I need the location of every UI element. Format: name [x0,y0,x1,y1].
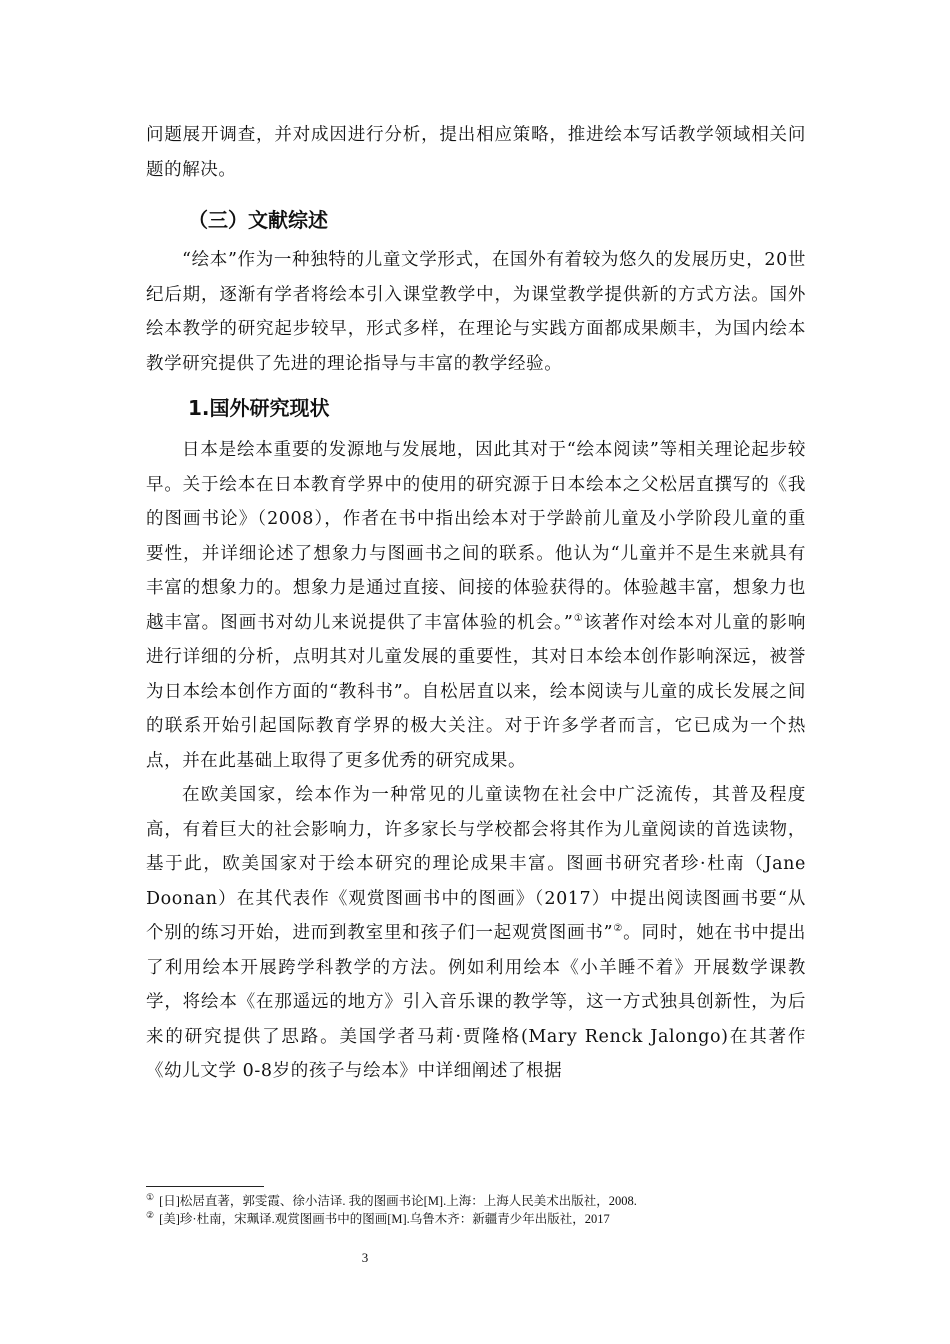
body-text [146,118,806,1089]
subsection-heading: 1.国外研究现状 [188,396,330,420]
footnote-ref-2: ② [613,923,624,935]
paragraph-japan-text-a: 日本是绘本重要的发源地与发展地，因此其对于“绘本阅读”等相关理论起步较早。关于绘本在日本教育学界中的使用的研究源于日本绘本之父松居直撰写的《我的图画书论》（2008），作者在书中指出绘本对于学龄前儿童及小学阶段儿童的重要性，并详细论述了想象力与图画书之间的联系。他认为“儿童并不是生来就具有丰富的想象力的。想象力是通过直接、间接的体验获得的。体验越丰富，想象力也越丰富。图画书对幼儿来说提供了丰富体验的机会。” [146,440,806,633]
footnote-text: [日]松居直著，郭雯霞、徐小洁译. 我的图画书论[M].上海：上海人民美术出版社，2008. [159,1194,637,1208]
paragraph-west-text-b: 。同时，她在书中提出了利用绘本开展跨学科教学的方法。例如利用绘本《小羊睡不着》开展数学课教学，将绘本《在那遥远的地方》引入音乐课的教学等，这一方式独具创新性，为后来的研究提供了思路。美国学者马莉·贾隆格(Mary Renck Jalongo)在其著作《幼儿文学 0-8岁的孩子与绘本》中详细阐述了根据 [146,923,806,1081]
footnote-text: [美]珍·杜南，宋珮译.观赏图画书中的图画[M].乌鲁木齐：新疆青少年出版社，2017 [159,1212,610,1226]
footnote-2 [146,1210,826,1228]
footnote-separator [146,1186,264,1187]
footnote-mark: ① [146,1191,155,1202]
footnote-mark: ② [146,1209,155,1220]
paragraph-west [146,778,806,1089]
paragraph-japan [146,433,806,778]
footnote-1 [146,1192,826,1210]
paragraph-literature-intro: “绘本”作为一种独特的儿童文学形式，在国外有着较为悠久的发展历史，20世纪后期，逐渐有学者将绘本引入课堂教学中，为课堂教学提供新的方式方法。国外绘本教学的研究起步较早，形式多样，在理论与实践方面都成果颇丰，为国内绘本教学研究提供了先进的理论指导与丰富的教学经验。 [146,250,806,374]
paragraph-continued: 问题展开调查，并对成因进行分析，提出相应策略，推进绘本写话教学领域相关问题的解决。 [146,125,806,180]
footnotes [146,1192,826,1228]
page-number: 3 [361,1250,369,1265]
paragraph-japan-text-b: 该著作对绘本对儿童的影响进行详细的分析，点明其对儿童发展的重要性，其对日本绘本创作影响深远，被誉为日本绘本创作方面的“教科书”。自松居直以来，绘本阅读与儿童的成长发展之间的联系开始引起国际教育学界的极大关注。对于许多学者而言，它已成为一个热点，并在此基础上取得了更多优秀的研究成果。 [146,612,806,771]
footnote-ref-1: ① [573,612,584,624]
section-heading: （三）文献综述 [188,208,328,232]
paragraph-west-text-a: 在欧美国家，绘本作为一种常见的儿童读物在社会中广泛流传，其普及程度高，有着巨大的社会影响力，许多家长与学校都会将其作为儿童阅读的首选读物，基于此，欧美国家对于绘本研究的理论成果丰富。图画书研究者珍·杜南（Jane Doonan）在其代表作《观赏图画书中的图画》（2017）中提出阅读图画书要“从个别的练习开始，进而到教室里和孩子们一起观赏图画书” [146,785,806,943]
